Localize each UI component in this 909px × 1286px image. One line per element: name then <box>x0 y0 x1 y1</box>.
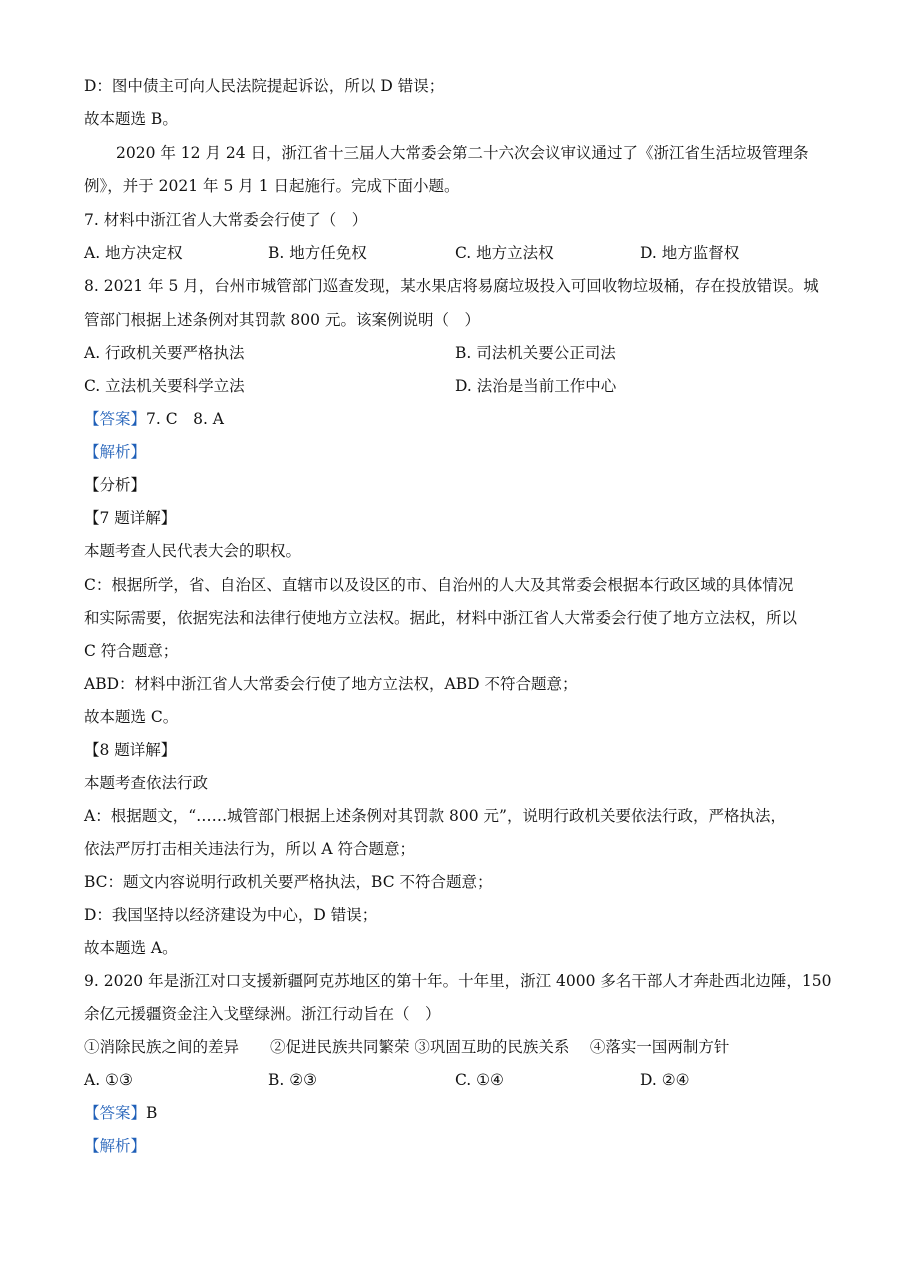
question-8-stem: 管部门根据上述条例对其罚款 800 元。该案例说明（ ） <box>84 311 480 329</box>
question-9-stem: 9. 2020 年是浙江对口支援新疆阿克苏地区的第十年。十年里，浙江 4000 多名干部人才奔赴西北边陲，150 <box>84 972 832 990</box>
question-9-statements: ①消除民族之间的差异 ②促进民族共同繁荣 ③巩固互助的民族关系 ④落实一国两制方针 <box>84 1038 730 1056</box>
text-line: 本题考查依法行政 <box>84 774 209 792</box>
text-line: C：根据所学，省、自治区、直辖市以及设区的市、自治州的人大及其常委会根据本行政区域的具体情况 <box>84 576 794 594</box>
question-7-option-b: B. 地方任免权 <box>268 244 367 262</box>
material-intro-line: 2020 年 12 月 24 日，浙江省十三届人大常委会第二十六次会议审议通过了《浙江省生活垃圾管理条 <box>116 144 809 162</box>
question-8-option-a: A. 行政机关要严格执法 <box>84 344 245 362</box>
text-line: D：图中债主可向人民法院提起诉讼，所以 D 错误； <box>84 77 445 95</box>
answer-text: B <box>146 1104 158 1122</box>
question-7-stem: 7. 材料中浙江省人大常委会行使了（ ） <box>84 211 368 229</box>
answer-label: 【答案】 <box>84 410 147 428</box>
question-9-stem: 余亿元援疆资金注入戈壁绿洲。浙江行动旨在（ ） <box>84 1005 441 1023</box>
question-7-option-a: A. 地方决定权 <box>84 244 183 262</box>
text-line: BC：题文内容说明行政机关要严格执法，BC 不符合题意； <box>84 873 493 891</box>
question-9-option-a: A. ①③ <box>84 1071 133 1089</box>
text-line: 本题考查人民代表大会的职权。 <box>84 542 302 560</box>
material-intro-line: 例》，并于 2021 年 5 月 1 日起施行。完成下面小题。 <box>84 177 460 195</box>
text-line: A：根据题文，“……城管部门根据上述条例对其罚款 800 元”，说明行政机关要依法行政，严格执法， <box>84 807 786 825</box>
question-8-option-b: B. 司法机关要公正司法 <box>455 344 616 362</box>
section-heading: 【8 题详解】 <box>84 741 177 759</box>
answer-text: 7. C 8. A <box>146 410 225 428</box>
answer-label: 【答案】 <box>84 1104 147 1122</box>
answer-line <box>84 409 224 429</box>
text-line: 故本题选 C。 <box>84 708 179 726</box>
question-7-option-c: C. 地方立法权 <box>455 244 554 262</box>
text-line: C 符合题意； <box>84 642 179 660</box>
analysis-label: 【解析】 <box>84 443 147 461</box>
section-heading: 【分析】 <box>84 476 147 494</box>
question-9-option-b: B. ②③ <box>268 1071 318 1089</box>
text-line: D：我国坚持以经济建设为中心，D 错误； <box>84 906 378 924</box>
question-8-option-d: D. 法治是当前工作中心 <box>455 377 617 395</box>
section-heading: 【7 题详解】 <box>84 509 177 527</box>
analysis-label: 【解析】 <box>84 1137 147 1155</box>
answer-line <box>84 1103 157 1123</box>
question-9-option-d: D. ②④ <box>640 1071 690 1089</box>
text-line: 依法严厉打击相关违法行为，所以 A 符合题意； <box>84 840 416 858</box>
text-line: 故本题选 A。 <box>84 939 178 957</box>
text-line: 和实际需要，依据宪法和法律行使地方立法权。据此，材料中浙江省人大常委会行使了地方立法权，所以 <box>84 609 798 627</box>
question-8-stem: 8. 2021 年 5 月，台州市城管部门巡查发现，某水果店将易腐垃圾投入可回收物垃圾桶，存在投放错误。城 <box>84 277 819 295</box>
question-7-option-d: D. 地方监督权 <box>640 244 740 262</box>
text-line: 故本题选 B。 <box>84 110 178 128</box>
question-9-option-c: C. ①④ <box>455 1071 504 1089</box>
question-8-option-c: C. 立法机关要科学立法 <box>84 377 245 395</box>
text-line: ABD：材料中浙江省人大常委会行使了地方立法权，ABD 不符合题意； <box>84 675 578 693</box>
